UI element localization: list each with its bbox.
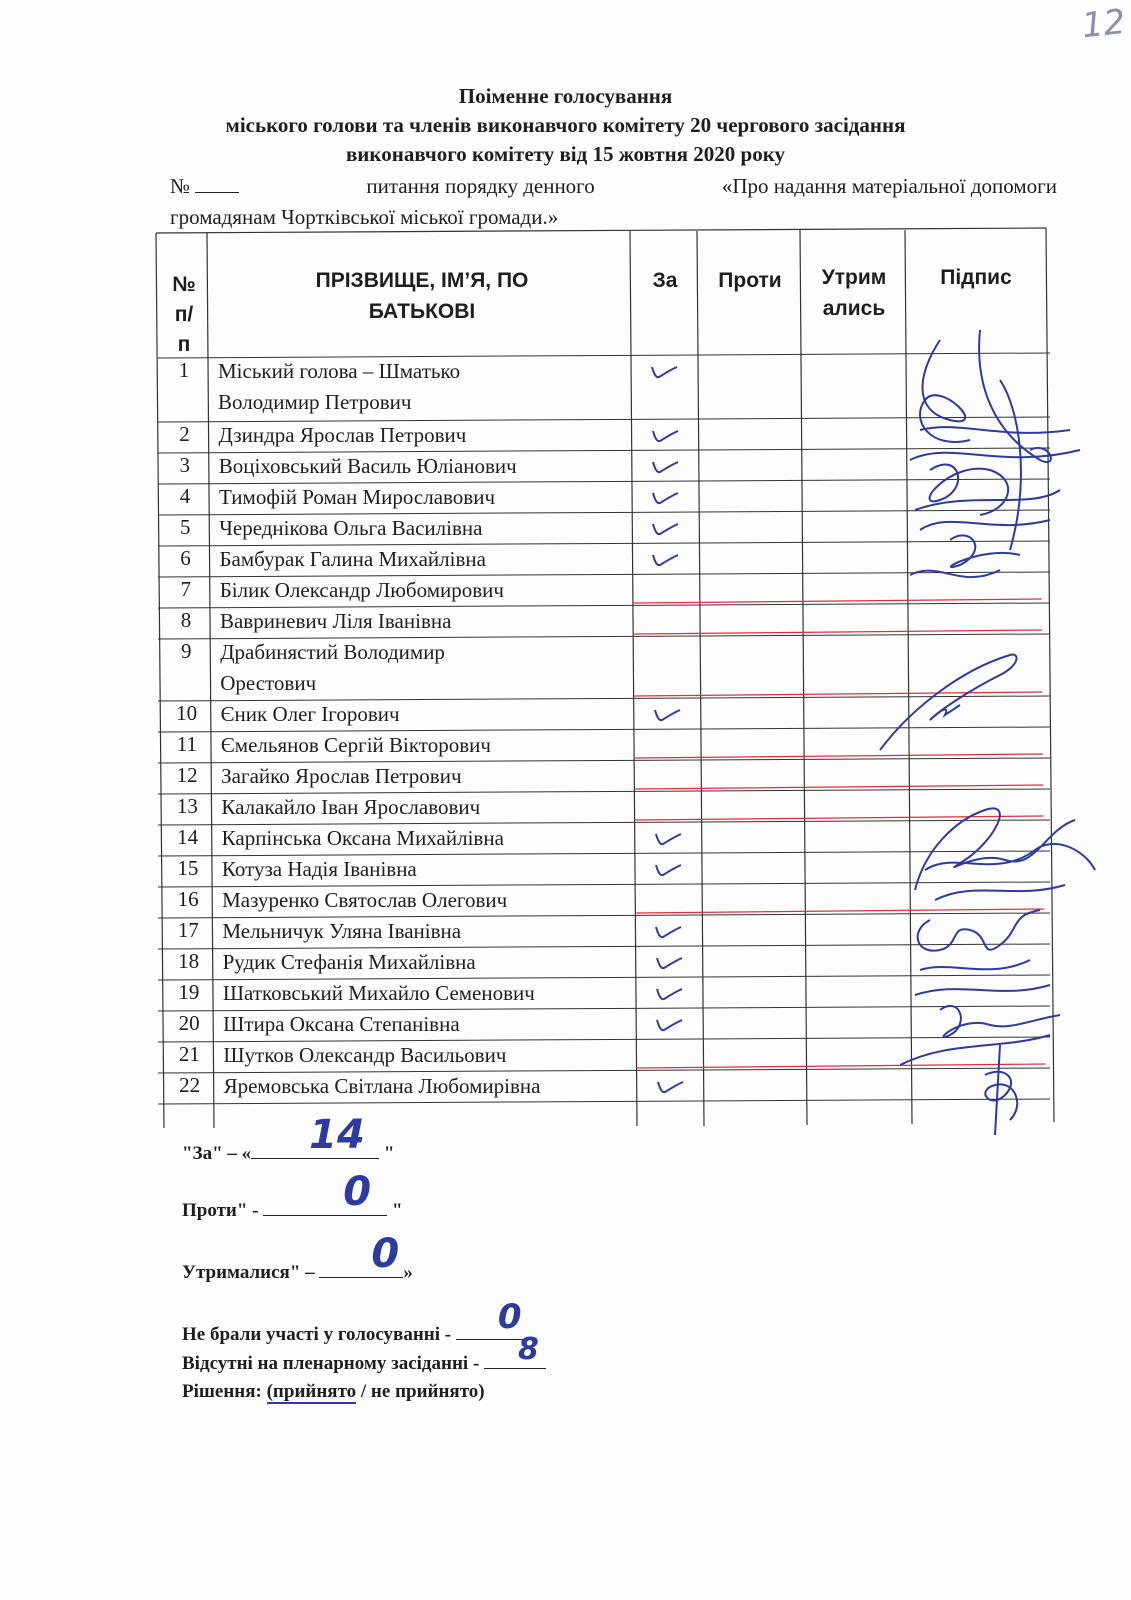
vote-for-checkmark	[655, 1017, 683, 1033]
member-name: Воціховський Василь Юліанович	[218, 454, 517, 478]
decision-accepted-underlined: (прийнято	[266, 1381, 357, 1402]
agenda-line-2: громадянам Чортківської міської громади.»	[170, 205, 559, 229]
agenda-text-part1: питання порядку денного	[366, 174, 595, 198]
document-subtitle: міського голови та членів виконавчого комітету 20 чергового засідання	[225, 113, 906, 137]
vote-for-checkmark	[651, 490, 679, 506]
member-name: Карпінська Оксана Михайлівна	[221, 826, 504, 850]
member-name: Мельничук Уляна Іванівна	[222, 919, 462, 943]
vote-for-checkmark	[651, 521, 679, 537]
row-number: 21	[178, 1042, 200, 1066]
member-name: Шутков Олександр Васильович	[223, 1043, 507, 1067]
row-number: 4	[179, 484, 191, 508]
row-number: 13	[176, 794, 198, 818]
vote-for-checkmark	[653, 707, 681, 723]
absent-count-handwritten: 8	[518, 1332, 539, 1367]
signature-scribbles-top	[880, 320, 1100, 600]
agenda-number-blank	[195, 176, 239, 193]
member-name: Загайко Ярослав Петрович	[221, 764, 462, 788]
signature-row-22	[965, 1045, 1035, 1140]
vote-for-checkmark	[655, 986, 683, 1002]
row-number: 16	[177, 887, 199, 911]
member-name: Єник Олег Ігорович	[220, 702, 400, 726]
row-number: 6	[180, 546, 191, 570]
row-number: 15	[177, 856, 199, 880]
member-name: Котуза Надія Іванівна	[221, 857, 417, 881]
summary-against: Проти" - 0 "	[182, 1169, 403, 1221]
summary-not-voted: Не брали участі у голосуванні - 0	[182, 1323, 526, 1346]
header-full-name: ПРІЗВИЩЕ, ІМ’Я, ПО БАТЬКОВІ	[315, 269, 529, 323]
not-voted-count-handwritten: 0	[497, 1297, 522, 1337]
member-name: Міський голова – Шматько Володимир Петрович	[218, 359, 461, 414]
vote-for-checkmark	[651, 459, 679, 475]
summary-absent: Відсутні на пленарному засіданні - 8	[182, 1352, 546, 1375]
vote-for-checkmark	[654, 831, 682, 847]
absent-strike-line	[634, 630, 1042, 634]
member-name: Бамбурак Галина Михайлівна	[219, 547, 486, 571]
vote-for-checkmark	[655, 955, 683, 971]
summary-for: "За" – « 14 "	[182, 1112, 395, 1164]
member-name: Калакайло Іван Ярославович	[221, 795, 481, 819]
row-number: 19	[178, 980, 200, 1004]
member-name: Тимофій Роман Мирославович	[218, 485, 495, 509]
header-signature: Підпис	[940, 266, 1012, 289]
row-number: 20	[178, 1011, 200, 1035]
row-number: 5	[179, 515, 191, 539]
member-name: Мазуренко Святослав Олегович	[222, 888, 508, 912]
member-name: Вавриневич Ліля Іванівна	[219, 609, 452, 633]
absent-strike-line	[635, 785, 1043, 789]
row-number: 7	[180, 577, 191, 601]
for-count-handwritten: 14	[309, 1112, 365, 1158]
member-name: Дзиндра Ярослав Петрович	[218, 423, 467, 447]
member-name: Яремовська Світлана Любомирівна	[223, 1074, 541, 1098]
row-number: 1	[178, 358, 190, 382]
summary-abstain: Утрималися" – 0 »	[182, 1231, 413, 1283]
summary-decision: Рішення: (прийнято / не прийнято)	[182, 1381, 485, 1402]
row-number: 2	[179, 422, 190, 446]
vote-for-checkmark	[654, 862, 682, 878]
row-number: 18	[178, 949, 200, 973]
vote-for-checkmark	[651, 428, 679, 444]
header-number: № п/ п	[172, 273, 196, 356]
row-number: 12	[176, 763, 198, 787]
row-number: 9	[180, 639, 192, 663]
vote-for-checkmark	[656, 1079, 684, 1095]
member-name: Череднікова Ольга Василівна	[219, 516, 483, 540]
member-name: Шатковський Михайло Семенович	[222, 981, 535, 1005]
row-number: 22	[179, 1073, 201, 1097]
row-number: 3	[179, 453, 190, 477]
abstain-count-handwritten: 0	[371, 1231, 400, 1277]
agenda-number-prefix: №	[170, 174, 191, 198]
vote-for-checkmark	[650, 364, 678, 380]
signature-row-10	[870, 650, 1030, 760]
row-number: 14	[177, 825, 199, 849]
row-number: 10	[176, 701, 198, 725]
against-count-handwritten: 0	[343, 1169, 372, 1215]
row-number: 11	[176, 732, 198, 756]
header-against: Проти	[718, 269, 782, 292]
vote-for-checkmark	[654, 924, 682, 940]
member-name: Білик Олександр Любомирович	[219, 578, 504, 602]
row-number: 17	[177, 918, 199, 942]
row-number: 8	[180, 608, 192, 632]
signature-rows-14-15	[895, 790, 1105, 910]
document-date-line: виконавчого комітету від 15 жовтня 2020 року	[345, 142, 786, 166]
vote-for-checkmark	[651, 552, 679, 568]
header-for: За	[652, 269, 678, 292]
header-abstain: Утрим ались	[821, 266, 887, 320]
member-name: Штира Оксана Степанівна	[223, 1012, 460, 1036]
document-title: Поіменне голосування	[458, 84, 673, 108]
agenda-text-part2: «Про надання матеріальної допомоги	[721, 174, 1057, 198]
member-name: Ємельянов Сергій Вікторович	[220, 733, 491, 757]
agenda-line	[170, 174, 1057, 199]
page-number-mark: 12	[1080, 1, 1128, 47]
member-name: Драбинястий Володимир Орестович	[220, 640, 445, 695]
member-name: Рудик Стефанія Михайлівна	[222, 950, 476, 974]
